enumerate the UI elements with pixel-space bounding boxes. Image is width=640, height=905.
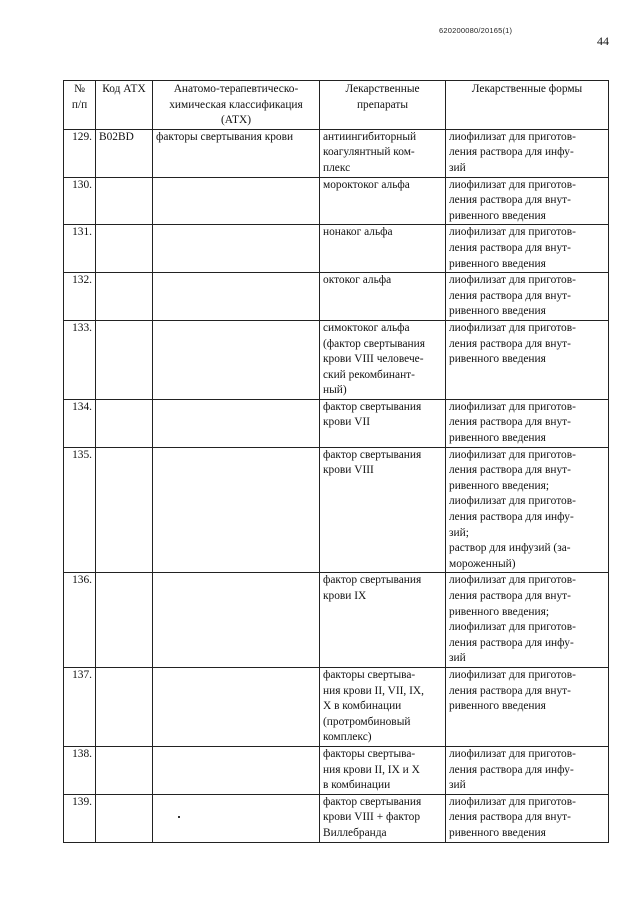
atx-code-cell — [96, 225, 153, 273]
form-line: ривенного введения — [449, 432, 546, 445]
drug-cell — [320, 399, 446, 447]
form-line: ления раствора для инфу- — [449, 146, 574, 159]
form-line: лиофилизат для приготов- — [449, 621, 576, 634]
form-line: лиофилизат для приготов- — [449, 574, 576, 587]
table-row — [64, 129, 609, 177]
classification-cell — [153, 573, 320, 668]
drug-line: X в комбинации — [323, 700, 402, 713]
drug-line: нонаког альфа — [323, 226, 393, 239]
header-forms: Лекарственные формы — [446, 81, 609, 130]
drug-table — [63, 80, 609, 843]
classification-cell — [153, 794, 320, 842]
drug-line: факторы свертыва- — [323, 747, 416, 760]
classification-cell — [153, 447, 320, 573]
form-cell — [446, 129, 609, 177]
form-cell — [446, 177, 609, 225]
classification-cell — [153, 746, 320, 794]
document-id: 620200080/20165(1) — [439, 26, 513, 35]
form-line: лиофилизат для приготов- — [449, 795, 576, 808]
form-cell — [446, 746, 609, 794]
atx-code-cell — [96, 399, 153, 447]
row-number: 134. — [64, 399, 96, 447]
form-line: ривенного введения — [449, 305, 546, 318]
drug-line: комплекс) — [323, 731, 372, 744]
atx-code-cell — [96, 447, 153, 573]
form-line: ления раствора для инфу- — [449, 763, 574, 776]
row-number: 137. — [64, 667, 96, 746]
form-line: ривенного введения; — [449, 605, 550, 618]
table-row — [64, 573, 609, 668]
form-line: ривенного введения — [449, 700, 546, 713]
form-line: ривенного введения — [449, 353, 546, 366]
drug-line: октоког альфа — [323, 274, 392, 287]
drug-line: мороктоког альфа — [323, 178, 410, 191]
row-number: 130. — [64, 177, 96, 225]
atx-code-cell — [96, 320, 153, 399]
drug-line: Виллебранда — [323, 826, 387, 839]
form-line: ривенного введения — [449, 209, 546, 222]
drug-line: в комбинации — [323, 779, 391, 792]
table-row — [64, 794, 609, 842]
drug-cell — [320, 225, 446, 273]
drug-line: ния крови II, VII, IX, — [323, 684, 424, 697]
atx-code-cell: B02BD — [96, 129, 153, 177]
form-line: мороженный) — [449, 557, 516, 570]
form-line: зий; — [449, 526, 469, 539]
form-line: ления раствора для инфу- — [449, 636, 574, 649]
form-line: лиофилизат для приготов- — [449, 747, 576, 760]
form-line: раствор для инфузий (за- — [449, 542, 571, 555]
form-line: ривенного введения; — [449, 479, 550, 492]
drug-line: (фактор свертывания — [323, 337, 425, 350]
drug-line: ния крови II, IX и X — [323, 763, 420, 776]
drug-line: фактор свертывания — [323, 574, 422, 587]
form-line: ления раствора для внут- — [449, 194, 571, 207]
form-line: лиофилизат для приготов- — [449, 178, 576, 191]
classification-cell — [153, 320, 320, 399]
atx-code-cell — [96, 667, 153, 746]
table-row — [64, 273, 609, 321]
drug-line: крови VIII человече- — [323, 353, 424, 366]
drug-cell — [320, 746, 446, 794]
form-line: ления раствора для внут- — [449, 684, 571, 697]
row-number: 135. — [64, 447, 96, 573]
table-row — [64, 320, 609, 399]
form-cell — [446, 225, 609, 273]
drug-line: крови VIII + фактор — [323, 811, 421, 824]
atx-code-cell — [96, 273, 153, 321]
form-line: ления раствора для внут- — [449, 464, 571, 477]
atx-code-cell — [96, 794, 153, 842]
form-line: ления раствора для внут- — [449, 811, 571, 824]
form-line: лиофилизат для приготов- — [449, 274, 576, 287]
drug-line: крови VIII — [323, 464, 374, 477]
row-number: 129. — [64, 129, 96, 177]
drug-cell — [320, 667, 446, 746]
classification-cell — [153, 225, 320, 273]
form-cell — [446, 667, 609, 746]
row-number: 136. — [64, 573, 96, 668]
row-number: 133. — [64, 320, 96, 399]
form-line: ления раствора для внут- — [449, 289, 571, 302]
form-line: зий — [449, 652, 466, 665]
drug-line: факторы свертыва- — [323, 668, 416, 681]
table-row — [64, 399, 609, 447]
table-row — [64, 746, 609, 794]
form-cell — [446, 794, 609, 842]
drug-line: фактор свертывания — [323, 400, 422, 413]
drug-line: фактор свертывания — [323, 448, 422, 461]
atx-code-cell — [96, 177, 153, 225]
form-line: ления раствора для внут- — [449, 337, 571, 350]
drug-line: фактор свертывания — [323, 795, 422, 808]
atx-code-cell — [96, 746, 153, 794]
row-number: 138. — [64, 746, 96, 794]
drug-cell — [320, 273, 446, 321]
classification-cell — [153, 399, 320, 447]
form-line: ления раствора для инфу- — [449, 511, 574, 524]
form-line: лиофилизат для приготов- — [449, 448, 576, 461]
form-cell — [446, 399, 609, 447]
table-row — [64, 447, 609, 573]
form-line: зий — [449, 779, 466, 792]
form-line: лиофилизат для приготов- — [449, 495, 576, 508]
classification-cell — [153, 667, 320, 746]
drug-line: симоктоког альфа — [323, 321, 410, 334]
drug-line: плекс — [323, 161, 351, 174]
form-cell — [446, 447, 609, 573]
header-drugs: Лекарственные препараты — [320, 81, 446, 130]
form-cell — [446, 573, 609, 668]
form-line: лиофилизат для приготов- — [449, 321, 576, 334]
drug-cell — [320, 573, 446, 668]
header-num: № п/п — [64, 81, 96, 130]
form-line: лиофилизат для приготов- — [449, 668, 576, 681]
page-number: 44 — [597, 34, 609, 48]
drug-cell — [320, 794, 446, 842]
drug-line: ский рекомбинант- — [323, 368, 415, 381]
drug-line: антиингибиторный — [323, 130, 417, 143]
row-number: 139. — [64, 794, 96, 842]
stray-mark — [178, 816, 180, 818]
form-line: зий — [449, 161, 466, 174]
form-line: лиофилизат для приготов- — [449, 226, 576, 239]
drug-cell — [320, 447, 446, 573]
table-row — [64, 667, 609, 746]
table-header-row — [64, 81, 609, 130]
form-line: ления раствора для внут- — [449, 590, 571, 602]
form-line: ривенного введения — [449, 826, 546, 839]
form-cell — [446, 320, 609, 399]
header-atx-code: Код АТХ — [96, 81, 153, 130]
drug-cell — [320, 320, 446, 399]
drug-line: ный) — [323, 384, 347, 397]
drug-line: коагулянтный ком- — [323, 146, 415, 159]
drug-cell — [320, 129, 446, 177]
row-number: 132. — [64, 273, 96, 321]
drug-line: крови IX — [323, 590, 367, 602]
classification-cell — [153, 177, 320, 225]
form-cell — [446, 273, 609, 321]
table-row — [64, 177, 609, 225]
table-body — [64, 129, 609, 842]
form-line: ления раствора для внут- — [449, 416, 571, 429]
atx-code-cell — [96, 573, 153, 668]
table-row — [64, 225, 609, 273]
form-line: ривенного введения — [449, 257, 546, 270]
form-line: лиофилизат для приготов- — [449, 400, 576, 413]
drug-line: крови VII — [323, 416, 371, 429]
drug-line: (протромбиновый — [323, 715, 411, 728]
header-classification: Анатомо-терапевтическо- химическая классификация (АТХ) — [153, 81, 320, 130]
drug-cell — [320, 177, 446, 225]
form-line: ления раствора для внут- — [449, 241, 571, 254]
form-line: лиофилизат для приготов- — [449, 130, 576, 143]
classification-cell — [153, 273, 320, 321]
row-number: 131. — [64, 225, 96, 273]
classification-cell: факторы свертывания крови — [153, 129, 320, 177]
